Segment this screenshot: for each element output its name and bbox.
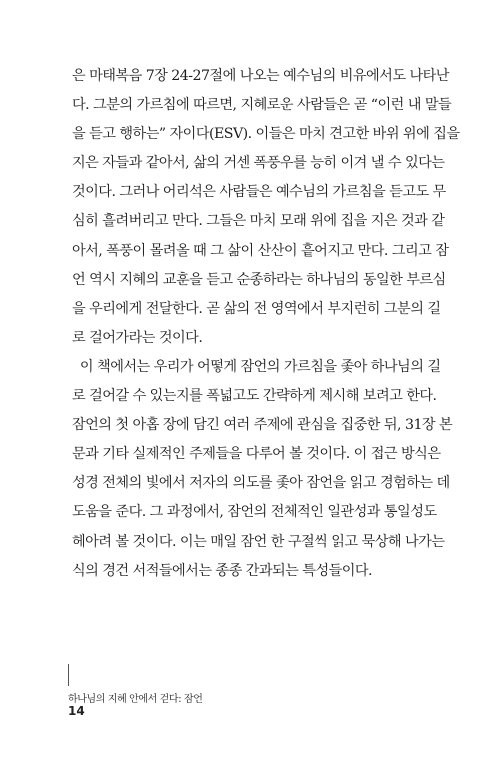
text-line: 성경 전체의 빛에서 저자의 의도를 좇아 잠언을 읽고 경험하는 데 (72, 475, 450, 492)
body-text (72, 62, 460, 586)
text-line: 도움을 준다. 그 과정에서, 잠언의 전체적인 일관성과 통일성도 (72, 504, 437, 521)
text-line: 을 우리에게 전달한다. 곧 삶의 전 영역에서 부지런히 그분의 길 (72, 300, 441, 317)
text-line: 지은 자들과 같아서, 삶의 거센 폭풍우를 능히 이겨 낼 수 있다는 (72, 155, 445, 172)
text-line: 이 책에서는 우리가 어떻게 잠언의 가르침을 좇아 하나님의 길 (72, 358, 441, 375)
text-line: 식의 경건 서적들에서는 종종 간과되는 특성들이다. (72, 562, 373, 579)
text-line: 은 마태복음 7장 24-27절에 나오는 예수님의 비유에서도 나타난 (72, 68, 449, 84)
text-line: 잠언의 첫 아홉 장에 담긴 여러 주제에 관심을 집중한 뒤, 31장 본 (72, 417, 453, 434)
text-line: 로 걸어가라는 것이다. (72, 329, 203, 346)
running-footer-title: 하나님의 지혜 안에서 걷다: 잠언 (68, 694, 203, 705)
footer-divider (68, 664, 69, 686)
text-line: 언 역시 지혜의 교훈을 듣고 순종하라는 하나님의 동일한 부르심 (72, 271, 446, 288)
text-line: 헤아려 볼 것이다. 이는 매일 잠언 한 구절씩 읽고 묵상해 나가는 (72, 533, 445, 550)
text-line: 다. 그분의 가르침에 따르면, 지혜로운 사람들은 곧 “이런 내 말들 (72, 97, 452, 114)
text-line: 로 걸어갈 수 있는지를 폭넓고도 간략하게 제시해 보려고 한다. (72, 388, 437, 405)
text-line: 심히 흘려버리고 만다. 그들은 마치 모래 위에 집을 지은 것과 같 (72, 213, 445, 230)
text-line: 을 듣고 행하는” 자이다(ESV). 이들은 마치 견고한 바위 위에 집을 (72, 126, 460, 143)
text-line: 것이다. 그러나 어리석은 사람들은 예수님의 가르침을 듣고도 무 (72, 184, 446, 201)
text-line: 문과 기타 실제적인 주제들을 다루어 볼 것이다. 이 접근 방식은 (72, 446, 441, 463)
text-line: 아서, 폭풍이 몰려올 때 그 삶이 산산이 흩어지고 만다. 그리고 잠 (72, 242, 449, 259)
page-number: 14 (68, 704, 85, 718)
